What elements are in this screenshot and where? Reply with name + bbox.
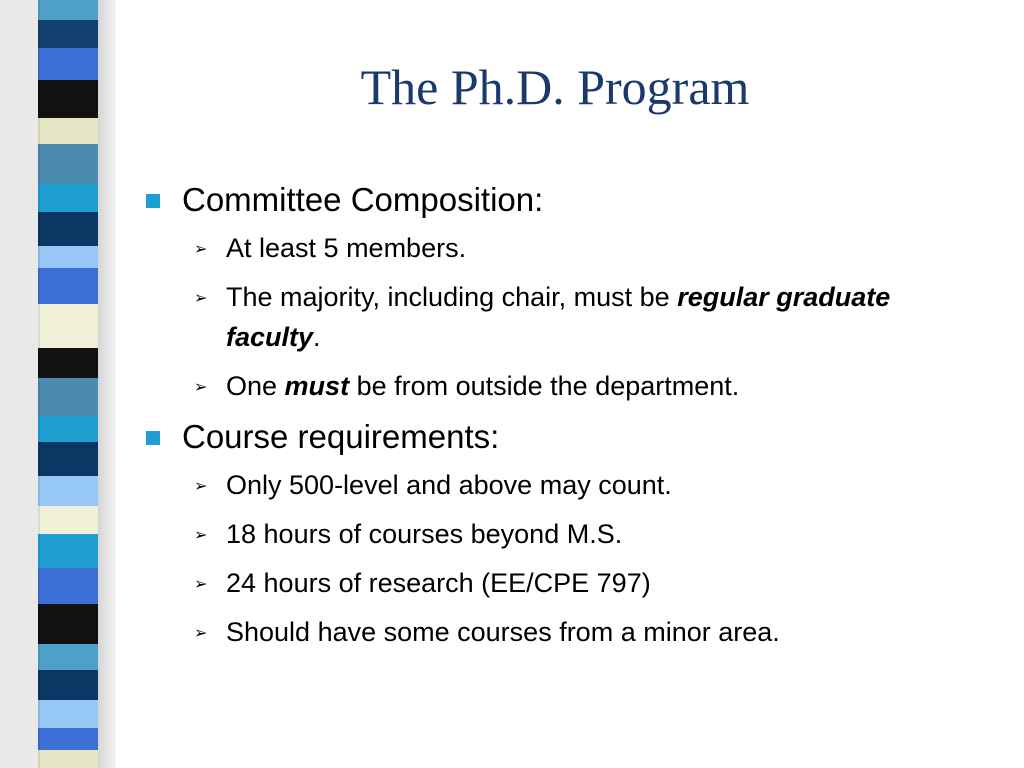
list-item-text: Should have some courses from a minor area. [226, 617, 780, 647]
arrow-bullet-icon: ➢ [194, 288, 208, 307]
stripe-segment [38, 212, 98, 246]
stripe-segment [38, 144, 98, 184]
stripe-edge [38, 0, 40, 768]
stripe-segment [38, 184, 98, 212]
list-item-emphasis: regular graduate faculty [226, 282, 891, 352]
section-heading-course [142, 415, 962, 459]
decorative-stripe-band [38, 0, 98, 768]
square-bullet-icon [146, 194, 160, 208]
stripe-segment [38, 378, 98, 416]
stripe-segment [38, 304, 98, 348]
square-bullet-icon [146, 431, 160, 445]
stripe-segment [38, 476, 98, 506]
list-item [142, 514, 962, 554]
list-item [142, 277, 962, 357]
list-item-text-pre: One [226, 371, 285, 401]
stripe-segment [38, 0, 98, 20]
arrow-bullet-icon: ➢ [194, 377, 208, 396]
arrow-bullet-icon: ➢ [194, 476, 208, 495]
arrow-bullet-icon: ➢ [194, 574, 208, 593]
stripe-segment [38, 534, 98, 568]
stripe-segment [38, 568, 98, 604]
stripe-segment [38, 604, 98, 644]
list-item-text: Only 500-level and above may count. [226, 470, 672, 500]
list-item [142, 228, 962, 268]
list-item [142, 612, 962, 652]
section-heading-text: Committee Composition: [182, 181, 544, 218]
list-item [142, 366, 962, 406]
stripe-segment [38, 728, 98, 750]
list-item-text-post: . [313, 322, 321, 352]
list-item-text: At least 5 members. [226, 233, 467, 263]
section-heading-text: Course requirements: [182, 418, 500, 455]
list-item-text-post: be from outside the department. [349, 371, 740, 401]
stripe-segment [38, 700, 98, 728]
list-item-text-pre: The majority, including chair, must be [226, 282, 678, 312]
stripe-segment [38, 750, 98, 768]
arrow-bullet-icon: ➢ [194, 525, 208, 544]
slide-content [142, 178, 962, 661]
list-item-text: 24 hours of research (EE/CPE 797) [226, 568, 651, 598]
list-item [142, 563, 962, 603]
stripe-shadow [96, 0, 116, 768]
list-item-text: 18 hours of courses beyond M.S. [226, 519, 623, 549]
stripe-segment [38, 118, 98, 144]
stripe-segment [38, 48, 98, 80]
arrow-bullet-icon: ➢ [194, 239, 208, 258]
stripe-segment [38, 20, 98, 48]
stripe-segment [38, 670, 98, 700]
stripe-segment [38, 644, 98, 670]
list-item [142, 465, 962, 505]
stripe-segment [38, 416, 98, 442]
section-heading-committee [142, 178, 962, 222]
stripe-segment [38, 80, 98, 118]
stripe-segment [38, 246, 98, 268]
stripe-segment [38, 268, 98, 304]
slide-title: The Ph.D. Program [360, 59, 750, 115]
stripe-segment [38, 348, 98, 378]
list-item-emphasis: must [284, 371, 350, 401]
stripe-segment [38, 442, 98, 476]
stripe-segment [38, 506, 98, 534]
arrow-bullet-icon: ➢ [194, 623, 208, 642]
